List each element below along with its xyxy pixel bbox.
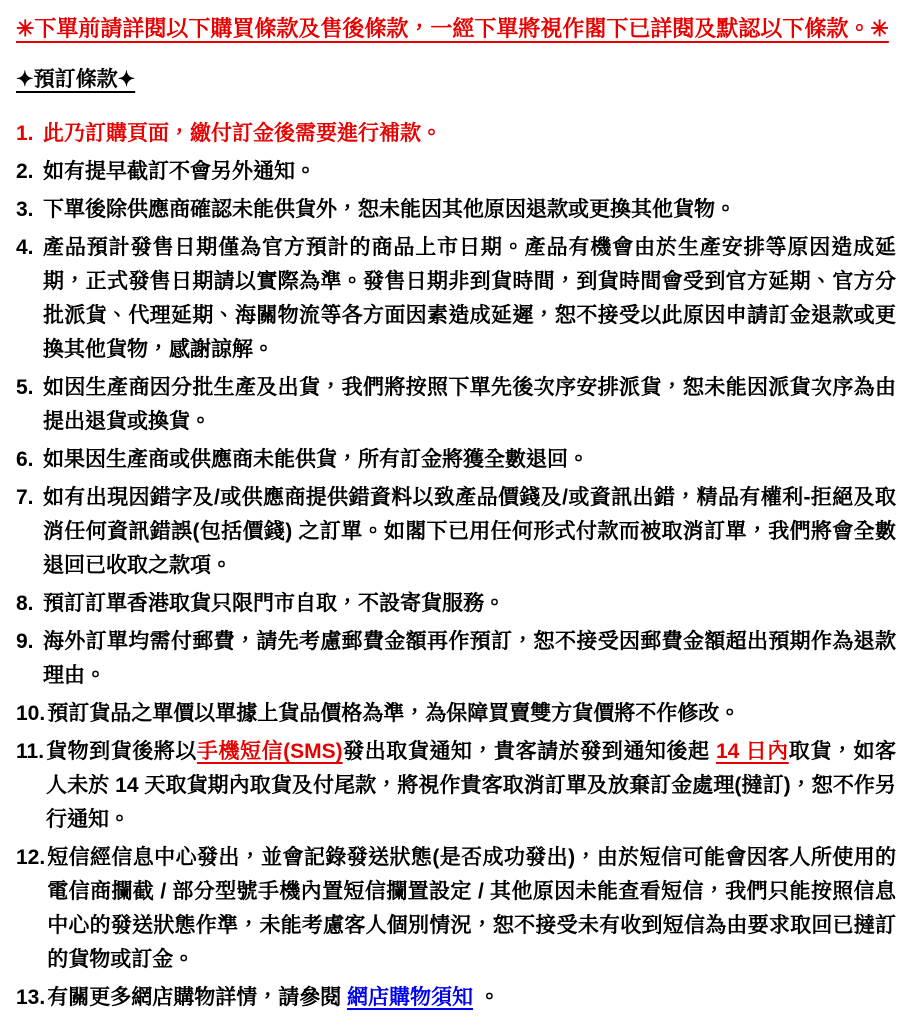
term-text-segment: 如有出現因錯字及/或供應商提供錯資料以致產品價錢及/或資訊出錯，精品有權利-拒絕及取消任何資訊錯誤(包括價錢) 之訂單。如閣下已用任何形式付款而被取消訂單，我們將會全數退回已收取之款項。 bbox=[43, 486, 896, 577]
term-number: 9. bbox=[16, 630, 34, 653]
term-text bbox=[43, 371, 896, 439]
term-text bbox=[47, 697, 896, 731]
term-item-7 bbox=[16, 481, 896, 583]
term-text bbox=[43, 231, 896, 367]
term-number: 3. bbox=[16, 198, 34, 221]
term-item-3 bbox=[16, 193, 896, 227]
term-text-segment: 短信經信息中心發出，並會記錄發送狀態(是否成功發出)，由於短信可能會因客人所使用的電信商攔截 / 部分型號手機內置短信攔置設定 / 其他原因未能查看短信，我們只能按照信息中心的發送狀態作準，未能考慮客人個別情況，恕不接受未有收到短信為由要求取回已撻訂的貨物或訂金。 bbox=[47, 846, 896, 971]
term-number: 12. bbox=[16, 846, 46, 869]
term-text-segment: 如有提早截訂不會另外通知。 bbox=[43, 160, 316, 183]
term-number: 6. bbox=[16, 448, 34, 471]
term-text bbox=[43, 625, 896, 693]
term-text-segment: 取貨，如客人未於 14 天取貨期內取貨及付尾款，將視作貴客取消訂單及放棄訂金處理(撻訂)，恕不作另行通知。 bbox=[46, 740, 897, 831]
term-text-segment: 如果因生產商或供應商未能供貨，所有訂金將獲全數退回。 bbox=[43, 448, 589, 471]
term-number: 10. bbox=[16, 702, 46, 725]
term-item-8 bbox=[16, 587, 896, 621]
term-text-segment: 預訂貨品之單價以單據上貨品價格為準，為保障買賣雙方貨價將不作修改。 bbox=[47, 702, 741, 725]
term-item-4 bbox=[16, 231, 896, 367]
term-text-segment: 。 bbox=[473, 986, 500, 1009]
term-number: 4. bbox=[16, 236, 34, 259]
term-text bbox=[43, 193, 896, 227]
term-text-segment: 下單後除供應商確認未能供貨外，恕未能因其他原因退款或更換其他貨物。 bbox=[43, 198, 736, 221]
term-text-segment: 產品預計發售日期僅為官方預計的商品上市日期。產品有機會由於生產安排等原因造成延期，正式發售日期請以實際為準。發售日期非到貨時間，到貨時間會受到官方延期、官方分批派貨、代理延期、海關物流等各方面因素造成延遲，恕不接受以此原因申請訂金退款或更換其他貨物，感謝諒解。 bbox=[43, 236, 896, 361]
term-number: 2. bbox=[16, 160, 34, 183]
term-text-segment: 此乃訂購頁面，繳付訂金後需要進行補款。 bbox=[43, 122, 442, 145]
term-item-12 bbox=[16, 841, 896, 977]
term-text-segment: 有關更多網店購物詳情，請參閱 bbox=[47, 986, 348, 1009]
term-number: 11. bbox=[16, 740, 45, 763]
term-number: 5. bbox=[16, 376, 34, 399]
term-number: 1. bbox=[16, 122, 34, 145]
term-item-9 bbox=[16, 625, 896, 693]
term-item-13 bbox=[16, 981, 896, 1015]
purchase-notice-heading: ✳下單前請詳閱以下購買條款及售後條款，一經下單將視作閣下已詳閱及默認以下條款。✳ bbox=[16, 16, 889, 41]
term-text bbox=[43, 443, 896, 477]
term-text bbox=[47, 981, 896, 1015]
term-number: 8. bbox=[16, 592, 34, 615]
term-text-segment: 貨物到貨後將以 bbox=[46, 740, 197, 763]
term-item-2 bbox=[16, 155, 896, 189]
term-text bbox=[43, 117, 896, 151]
term-item-11 bbox=[16, 735, 896, 837]
term-item-1 bbox=[16, 117, 896, 151]
term-text-segment: 如因生產商因分批生產及出貨，我們將按照下單先後次序安排派貨，恕未能因派貨次序為由提出退貨或換貨。 bbox=[43, 376, 896, 433]
pickup-deadline-highlight: 14 日內 bbox=[715, 740, 789, 763]
term-text bbox=[47, 841, 896, 977]
term-text-segment: 預訂訂單香港取貨只限門市自取，不設寄貨服務。 bbox=[43, 592, 505, 615]
term-text-segment: 海外訂單均需付郵費，請先考慮郵費金額再作預訂，恕不接受因郵費金額超出預期作為退款理由。 bbox=[43, 630, 896, 687]
preorder-terms-heading bbox=[16, 66, 896, 94]
term-item-5 bbox=[16, 371, 896, 439]
shop-guide-link[interactable]: 網店購物須知 bbox=[347, 986, 474, 1009]
term-number: 13. bbox=[16, 986, 46, 1009]
term-item-6 bbox=[16, 443, 896, 477]
term-item-10 bbox=[16, 697, 896, 731]
term-number: 7. bbox=[16, 486, 34, 509]
term-text bbox=[43, 587, 896, 621]
term-text bbox=[43, 155, 896, 189]
preorder-terms-heading-text: ✦預訂條款✦ bbox=[16, 68, 136, 91]
term-text-segment: 發出取貨通知，貴客請於發到通知後起 bbox=[342, 740, 716, 763]
term-text bbox=[43, 481, 896, 583]
sms-highlight: 手機短信(SMS) bbox=[196, 740, 343, 763]
terms-list bbox=[16, 117, 896, 1015]
term-text bbox=[46, 735, 896, 837]
